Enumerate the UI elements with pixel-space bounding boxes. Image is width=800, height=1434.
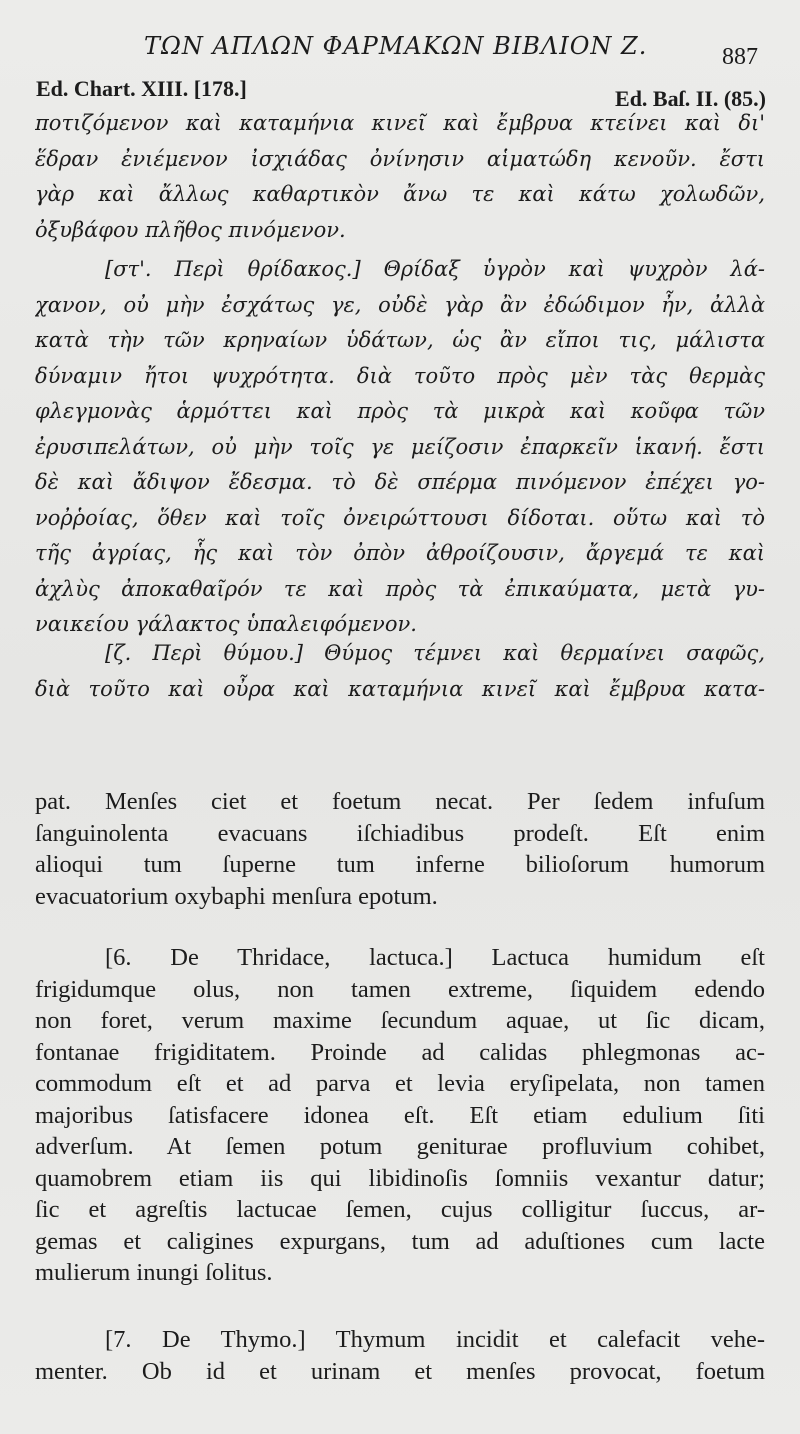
greek-line: ὀξυβάφου πλῆθος πινόμενον.	[35, 217, 346, 242]
greek-section-heading-line: [στ'. Περὶ θρίδακος.] Θρίδαξ ὑγρὸν καὶ ψυχρὸν λά-	[105, 257, 765, 281]
running-title: ΤΩΝ ΑΠΛΩΝ ΦΑΡΜΑΚΩΝ ΒΙΒΛΙΟΝ Ζ.	[144, 32, 648, 60]
latin-line: quamobrem etiam iis qui libidinoſis ſomniis vexantur datur;	[35, 1164, 765, 1192]
latin-line: non foret, verum maxime ſecundum aquae, ut ſic dicam,	[35, 1007, 765, 1034]
latin-line: evacuatorium oxybaphi menſura epotum.	[35, 882, 438, 910]
greek-paragraph-thymos	[35, 636, 765, 707]
latin-line: ſanguinolenta evacuans iſchiadibus prodeſt. Eſt enim	[35, 819, 765, 847]
greek-line: ποτιζόμενον καὶ καταμήνια κινεῖ καὶ ἔμβρυα κτείνει καὶ δι'	[35, 111, 765, 135]
greek-line: δύναμιν ἤτοι ψυχρότητα. διὰ τοῦτο πρὸς μὲν τὰς θερμὰς	[35, 363, 765, 388]
latin-line: commodum eſt et ad parva et levia eryſipelata, non tamen	[35, 1070, 765, 1097]
latin-line: gemas et caligines expurgans, tum ad aduſtiones cum lacte	[35, 1227, 765, 1255]
greek-paragraph-thridax	[35, 252, 765, 643]
latin-paragraph-thymum	[35, 1324, 765, 1387]
greek-line: νοῤῥοίας, ὅθεν καὶ τοῖς ὀνειρώττουσι δίδοται. οὕτω καὶ τὸ	[35, 505, 765, 530]
latin-line: menter. Ob id et urinam et menſes provocat, foetum	[35, 1357, 765, 1385]
latin-section-heading-line: [7. De Thymo.] Thymum incidit et calefacit vehe-	[105, 1326, 765, 1353]
greek-paragraph-1	[35, 106, 765, 248]
latin-line: alioqui tum ſuperne tum inferne bilioſorum humorum	[35, 851, 765, 878]
greek-line: ἕδραν ἐνιέμενον ἰσχιάδας ὀνίνησιν αἱματώδη κενοῦν. ἔστι	[35, 146, 765, 171]
latin-line: frigidumque olus, non tamen extreme, ſiquidem edendo	[35, 975, 765, 1003]
latin-line: pat. Menſes ciet et foetum necat. Per ſedem infuſum	[35, 788, 765, 815]
greek-section-heading-line: [ζ. Περὶ θύμου.] Θύμος τέμνει καὶ θερμαίνει σαφῶς,	[105, 641, 765, 665]
greek-line: ἐρυσιπελάτων, οὐ μὴν τοῖς γε μείζοσιν ἐπαρκεῖν ἱκανή. ἔστι	[35, 434, 765, 459]
latin-line: mulierum inungi ſolitus.	[35, 1259, 273, 1286]
greek-line: φλεγμονὰς ἁρμόττει καὶ πρὸς τὰ μικρὰ καὶ κοῦφα τῶν	[35, 399, 765, 423]
running-head	[40, 26, 760, 70]
latin-section-heading-line: [6. De Thridace, lactuca.] Lactuca humidum eſt	[105, 944, 765, 971]
greek-line: διὰ τοῦτο καὶ οὖρα καὶ καταμήνια κινεῖ καὶ ἔμβρυα κατα-	[35, 676, 765, 701]
greek-line: γὰρ καὶ ἄλλως καθαρτικὸν ἄνω τε καὶ κάτω χολωδῶν,	[35, 182, 765, 206]
latin-paragraph-1	[35, 786, 765, 912]
greek-line: κατὰ τὴν τῶν κρηναίων ὑδάτων, ὡς ἂν εἴποι τις, μάλιστα	[35, 328, 765, 352]
page-number: 887	[722, 44, 758, 70]
latin-line: fontanae frigiditatem. Proinde ad calidas phlegmonas ac-	[35, 1038, 765, 1066]
latin-line: adverſum. At ſemen potum geniturae profluvium cohibet,	[35, 1133, 765, 1160]
greek-line: χανον, οὐ μὴν ἐσχάτως γε, οὐδὲ γὰρ ἂν ἐδώδιμον ἦν, ἀλλὰ	[35, 292, 765, 317]
latin-paragraph-lactuca	[35, 942, 765, 1289]
edition-references	[36, 76, 766, 111]
greek-line: δὲ καὶ ἄδιψον ἔδεσμα. τὸ δὲ σπέρμα πινόμενον ἐπέχει γο-	[35, 470, 765, 494]
greek-line: ἀχλὺς ἀποκαθαῖρόν τε καὶ πρὸς τὰ ἐπικαύματα, μετὰ γυ-	[35, 576, 765, 601]
edition-basel-reference: Ed. Baſ. II. (85.)	[615, 86, 766, 111]
latin-line: majoribus ſatisfacere idonea eſt. Eſt etiam edulium ſiti	[35, 1101, 765, 1129]
greek-line: ναικείου γάλακτος ὑπαλειφόμενον.	[35, 612, 417, 636]
greek-line: τῆς ἀγρίας, ἧς καὶ τὸν ὀπὸν ἀθροίζουσιν, ἄργεμά τε καὶ	[35, 541, 765, 565]
latin-line: ſic et agreſtis lactucae ſemen, cujus colligitur ſuccus, ar-	[35, 1196, 765, 1223]
edition-chart-reference: Ed. Chart. XIII. [178.]	[36, 76, 247, 101]
